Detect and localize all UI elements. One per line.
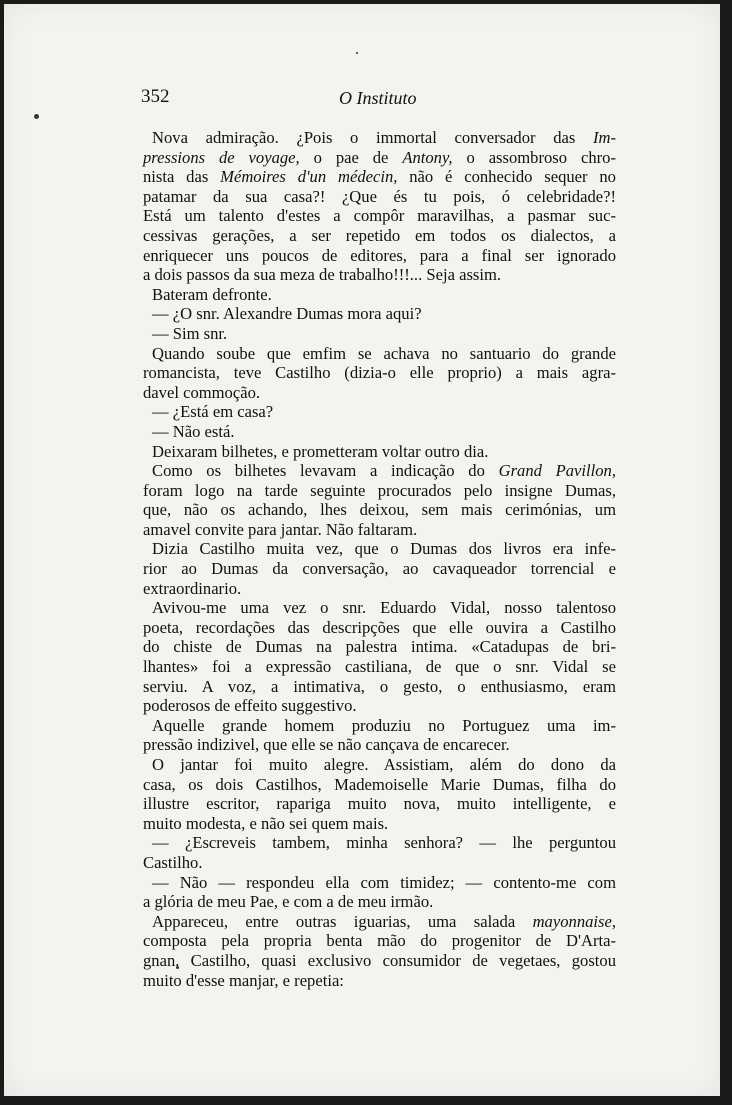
text-run: a dois passos da sua meza de trabalho!!!... Seja assim. — [143, 265, 502, 285]
book-page — [4, 4, 720, 1096]
text-line — [143, 442, 616, 462]
text-run: Deixaram bilhetes, e prometteram voltar outro dia. — [152, 441, 489, 461]
text-run: foram logo na tarde seguinte procurados pelo insigne Dumas, — [143, 480, 616, 500]
text-line — [143, 931, 616, 951]
italic-run: Im- — [592, 128, 616, 147]
text-run: O jantar foi muito alegre. Assistiam, além do dono da — [152, 755, 616, 774]
ink-speck — [34, 114, 39, 119]
text-line — [143, 128, 616, 148]
italic-run: mayonnaise, — [532, 911, 616, 931]
text-run: Appareceu, entre outras iguarias, uma salada — [152, 911, 533, 931]
text-run: casa, os dois Castilhos, Mademoiselle Marie Dumas, filha do — [143, 774, 616, 794]
text-line — [143, 324, 616, 344]
text-run: do chiste de Dumas na palestra intima. «Catadupas de bri- — [143, 637, 616, 657]
text-line — [143, 696, 616, 716]
text-line — [143, 892, 616, 912]
text-run: enriquecer uns poucos de editores, para a final ser ignorado — [143, 245, 616, 265]
text-run: poderosos de effeito suggestivo. — [143, 696, 357, 716]
text-run: composta pela propria benta mão do progenitor de D'Arta- — [143, 931, 616, 951]
text-run: Avivou-me uma vez o snr. Eduardo Vidal, nosso talentoso — [152, 598, 616, 618]
text-line — [143, 363, 616, 383]
text-run: Está um talento d'estes a compôr maravilhas, a pasmar suc- — [143, 206, 616, 226]
text-line — [143, 187, 616, 207]
text-line — [143, 520, 616, 540]
text-run: serviu. A voz, a intimativa, o gesto, o enthusiasmo, eram — [143, 676, 616, 696]
text-line — [143, 794, 616, 814]
text-run: — Não — respondeu ella com timidez; — contento-me com — [152, 872, 616, 892]
text-line — [143, 657, 616, 677]
text-line — [143, 226, 616, 246]
text-line — [143, 912, 616, 932]
body-text — [143, 128, 616, 990]
text-run: nista das — [143, 167, 221, 187]
text-line — [143, 755, 616, 775]
text-line — [143, 579, 616, 599]
text-line — [143, 304, 616, 324]
text-line — [143, 148, 616, 168]
text-run: Aquelle grande homem produziu no Portuguez uma im- — [152, 715, 616, 735]
text-line — [143, 383, 616, 403]
text-run: a glória de meu Pae, e com a de meu irmão. — [143, 892, 434, 912]
text-run: muito d'esse manjar, e repetia: — [143, 970, 344, 990]
text-run: — Não está. — [152, 421, 235, 441]
ink-speck — [356, 52, 358, 54]
text-line — [143, 598, 616, 618]
text-run: — ¿O snr. Alexandre Dumas mora aqui? — [152, 304, 422, 324]
text-line — [143, 833, 616, 853]
text-line — [143, 422, 616, 442]
text-line — [143, 265, 616, 285]
text-line — [143, 539, 616, 559]
text-run: extraordinario. — [143, 578, 242, 598]
text-run: Bateram defronte. — [152, 284, 272, 304]
text-line — [143, 246, 616, 266]
text-line — [143, 853, 616, 873]
text-run: — Sim snr. — [152, 323, 228, 343]
text-run: o pae de — [299, 147, 403, 167]
text-run: illustre escritor, rapariga muito nova, muito intelligente, e — [143, 794, 616, 814]
page-number: 352 — [141, 86, 170, 107]
text-line — [143, 167, 616, 187]
text-run: Nova admiração. ¿Pois o immortal conversador das — [152, 128, 593, 147]
text-line — [143, 285, 616, 305]
text-run: que, não os achando, lhes deixou, sem mais cerimónias, um — [143, 500, 616, 520]
text-run: o assombroso chro- — [452, 147, 616, 167]
italic-run: Antony, — [402, 147, 453, 167]
text-run: Dizia Castilho muita vez, que o Dumas dos livros era infe- — [152, 539, 616, 559]
text-line — [143, 344, 616, 364]
text-run: — ¿Escreveis tambem, minha senhora? — lhe perguntou — [152, 833, 616, 853]
text-line — [143, 716, 616, 736]
text-run: rior ao Dumas da conversação, ao cavaqueador torrencial e — [143, 559, 616, 579]
text-run: Quando soube que emfim se achava no santuario do grande — [152, 343, 616, 363]
text-run: davel commoção. — [143, 382, 261, 402]
text-line — [143, 814, 616, 834]
text-line — [143, 461, 616, 481]
text-line — [143, 951, 616, 971]
text-run: gnan. Castilho, quasi exclusivo consumidor de vegetaes, gostou — [143, 950, 616, 970]
text-line — [143, 402, 616, 422]
running-title: O Instituto — [339, 88, 417, 108]
text-line — [143, 677, 616, 697]
text-run: lhantes» foi a expressão castiliana, de que o snr. Vidal se — [143, 657, 616, 677]
text-run: romancista, teve Castilho (dizia-o elle proprio) a mais agra- — [143, 363, 616, 383]
text-line — [143, 735, 616, 755]
text-run: Castilho. — [143, 852, 203, 872]
text-line — [143, 637, 616, 657]
italic-run: Mémoires d'un médecin, — [220, 167, 398, 187]
text-line — [143, 481, 616, 501]
text-run: — ¿Está em casa? — [152, 402, 274, 422]
text-line — [143, 775, 616, 795]
text-run: não é conhecido sequer no — [397, 167, 616, 187]
text-run: pressão indizivel, que elle se não cançava de encarecer. — [143, 735, 510, 755]
text-run: Como os bilhetes levavam a indicação do — [152, 461, 499, 481]
text-run: muito modesta, e não sei quem mais. — [143, 813, 389, 833]
text-line — [143, 206, 616, 226]
text-line — [143, 971, 616, 991]
text-run: cessivas gerações, a ser repetido em todos os dialectos, a — [143, 225, 616, 245]
text-line — [143, 618, 616, 638]
text-line — [143, 873, 616, 893]
text-run: poeta, recordações das descripções que elle ouvira a Castilho — [143, 617, 616, 637]
text-line — [143, 500, 616, 520]
text-run: patamar da sua casa?! ¿Que és tu pois, ó celebridade?! — [143, 186, 616, 206]
text-run: amavel convite para jantar. Não faltaram. — [143, 519, 418, 539]
italic-run: Grand Pavillon, — [498, 461, 616, 481]
italic-run: pressions de voyage, — [143, 147, 300, 167]
text-line — [143, 559, 616, 579]
